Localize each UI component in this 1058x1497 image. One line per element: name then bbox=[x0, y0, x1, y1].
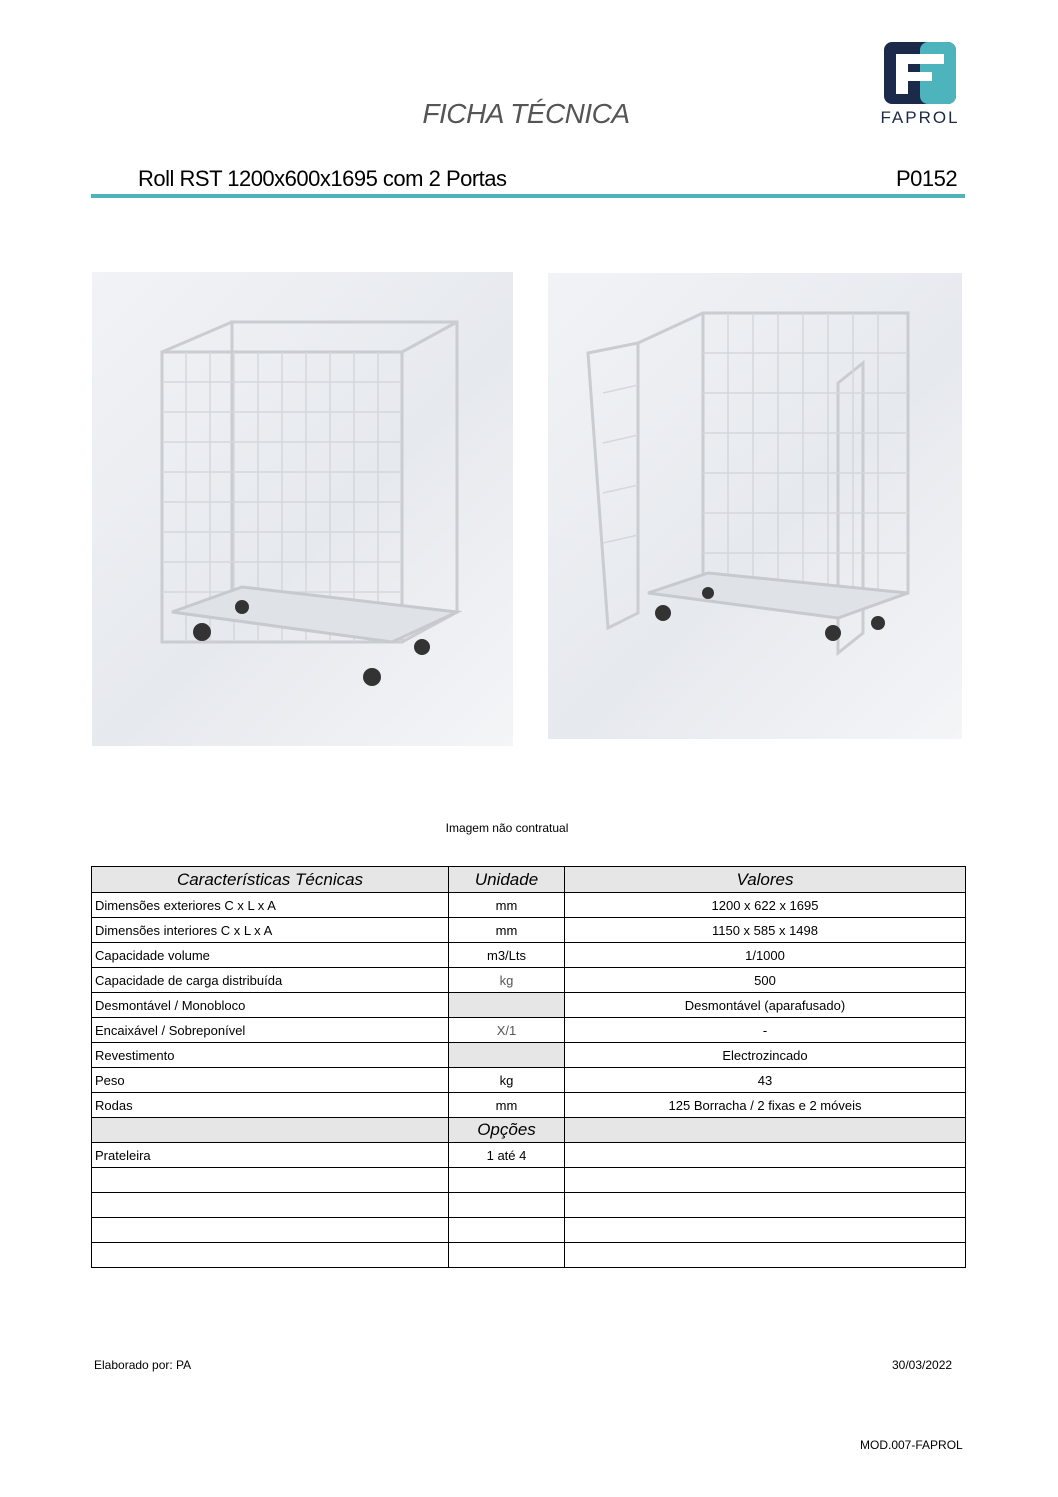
table-row bbox=[92, 1068, 966, 1093]
feature-cell: Dimensões exteriores C x L x A bbox=[92, 893, 449, 918]
option-row bbox=[92, 1243, 966, 1268]
value-cell: Electrozincado bbox=[565, 1043, 966, 1068]
option-unit-cell bbox=[449, 1193, 565, 1218]
value-cell: Desmontável (aparafusado) bbox=[565, 993, 966, 1018]
option-value-cell bbox=[565, 1243, 966, 1268]
unit-cell: X/1 bbox=[449, 1018, 565, 1043]
value-cell: 1150 x 585 x 1498 bbox=[565, 918, 966, 943]
feature-cell: Encaixável / Sobreponível bbox=[92, 1018, 449, 1043]
value-cell: 43 bbox=[565, 1068, 966, 1093]
feature-cell: Desmontável / Monobloco bbox=[92, 993, 449, 1018]
option-feature-cell bbox=[92, 1243, 449, 1268]
option-value-cell bbox=[565, 1218, 966, 1243]
option-row bbox=[92, 1218, 966, 1243]
table-row bbox=[92, 1018, 966, 1043]
header-unit: Unidade bbox=[449, 867, 565, 893]
option-unit-cell bbox=[449, 1218, 565, 1243]
table-row bbox=[92, 943, 966, 968]
table-row bbox=[92, 1043, 966, 1068]
feature-cell: Peso bbox=[92, 1068, 449, 1093]
option-feature-cell bbox=[92, 1218, 449, 1243]
option-row bbox=[92, 1168, 966, 1193]
unit-cell: mm bbox=[449, 1093, 565, 1118]
faprol-logo-icon bbox=[870, 40, 970, 110]
table-row bbox=[92, 968, 966, 993]
option-feature-cell bbox=[92, 1193, 449, 1218]
options-header-row bbox=[92, 1118, 966, 1143]
value-cell: 1200 x 622 x 1695 bbox=[565, 893, 966, 918]
unit-cell: mm bbox=[449, 918, 565, 943]
option-value-cell bbox=[565, 1168, 966, 1193]
table-header-row bbox=[92, 867, 966, 893]
image-caption: Imagem não contratual bbox=[445, 821, 569, 835]
option-value-cell bbox=[565, 1193, 966, 1218]
product-photo-open bbox=[548, 273, 962, 739]
value-cell: - bbox=[565, 1018, 966, 1043]
options-label: Opções bbox=[449, 1118, 565, 1143]
option-unit-cell bbox=[449, 1168, 565, 1193]
roll-cage-closed-illustration bbox=[92, 272, 513, 746]
unit-cell: kg bbox=[449, 1068, 565, 1093]
table-row bbox=[92, 918, 966, 943]
prepared-by: Elaborado por: PA bbox=[94, 1358, 192, 1372]
feature-cell: Dimensões interiores C x L x A bbox=[92, 918, 449, 943]
form-model-code: MOD.007-FAPROL bbox=[860, 1438, 963, 1452]
unit-cell: m3/Lts bbox=[449, 943, 565, 968]
options-header-blank bbox=[565, 1118, 966, 1143]
unit-cell: mm bbox=[449, 893, 565, 918]
logo-wordmark: FAPROL bbox=[880, 108, 960, 127]
feature-cell: Capacidade volume bbox=[92, 943, 449, 968]
option-unit-cell bbox=[449, 1243, 565, 1268]
document-date: 30/03/2022 bbox=[892, 1358, 953, 1372]
option-feature-cell: Prateleira bbox=[92, 1143, 449, 1168]
feature-cell: Rodas bbox=[92, 1093, 449, 1118]
feature-cell: Capacidade de carga distribuída bbox=[92, 968, 449, 993]
options-header-blank bbox=[92, 1118, 449, 1143]
header-divider bbox=[91, 194, 965, 198]
option-feature-cell bbox=[92, 1168, 449, 1193]
header-feature: Características Técnicas bbox=[92, 867, 449, 893]
value-cell: 125 Borracha / 2 fixas e 2 móveis bbox=[565, 1093, 966, 1118]
feature-cell: Revestimento bbox=[92, 1043, 449, 1068]
roll-cage-open-illustration bbox=[548, 273, 962, 739]
option-row bbox=[92, 1193, 966, 1218]
value-cell: 500 bbox=[565, 968, 966, 993]
option-row bbox=[92, 1143, 966, 1168]
option-unit-cell: 1 até 4 bbox=[449, 1143, 565, 1168]
value-cell: 1/1000 bbox=[565, 943, 966, 968]
unit-cell bbox=[449, 1043, 565, 1068]
table-row bbox=[92, 1093, 966, 1118]
product-code: P0152 bbox=[896, 166, 958, 191]
table-row bbox=[92, 893, 966, 918]
header-value: Valores bbox=[565, 867, 966, 893]
specs-table bbox=[91, 866, 966, 1268]
option-value-cell bbox=[565, 1143, 966, 1168]
table-row bbox=[92, 993, 966, 1018]
unit-cell bbox=[449, 993, 565, 1018]
document-title: FICHA TÉCNICA bbox=[422, 98, 630, 129]
product-photo-closed bbox=[92, 272, 513, 746]
unit-cell: kg bbox=[449, 968, 565, 993]
product-name: Roll RST 1200x600x1695 com 2 Portas bbox=[138, 166, 507, 191]
